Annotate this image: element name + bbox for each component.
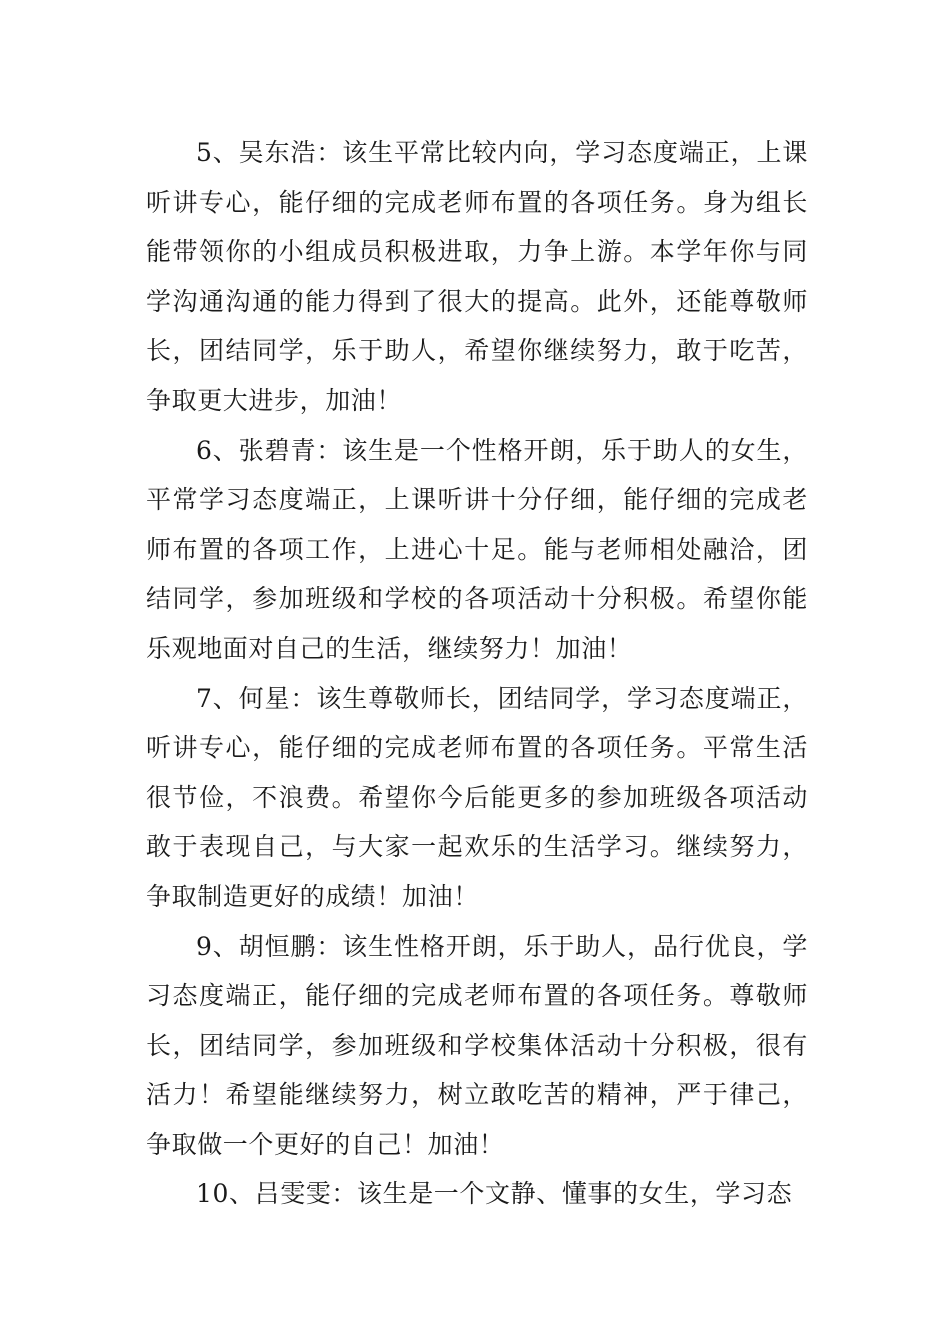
comment-paragraph-hu-hengpeng: 9、胡恒鹏：该生性格开朗，乐于助人，品行优良，学习态度端正，能仔细的完成老师布置的各项任务。尊敬师长，团结同学，参加班级和学校集体活动十分积极，很有活力！希望能继续努力，树立敢吃苦的精神，严于律己，争取做一个更好的自己！加油！ bbox=[146, 931, 808, 1159]
comment-paragraph-he-xing: 7、何星：该生尊敬师长，团结同学，学习态度端正，听讲专心，能仔细的完成老师布置的各项任务。平常生活很节俭，不浪费。希望你今后能更多的参加班级各项活动敢于表现自己，与大家一起欢乐的生活学习。继续努力，争取制造更好的成绩！加油！ bbox=[146, 683, 808, 911]
comment-paragraph-wu-donghao: 5、吴东浩：该生平常比较内向，学习态度端正，上课听讲专心，能仔细的完成老师布置的各项任务。身为组长能带领你的小组成员积极进取，力争上游。本学年你与同学沟通沟通的能力得到了很大的提高。此外，还能尊敬师长，团结同学，乐于助人，希望你继续努力，敢于吃苦，争取更大进步，加油！ bbox=[146, 138, 808, 415]
comment-paragraph-zhang-biqing: 6、张碧青：该生是一个性格开朗，乐于助人的女生，平常学习态度端正，上课听讲十分仔细，能仔细的完成老师布置的各项工作，上进心十足。能与老师相处融洽，团结同学，参加班级和学校的各项活动十分积极。希望你能乐观地面对自己的生活，继续努力！加油！ bbox=[146, 435, 808, 663]
document-body bbox=[146, 128, 808, 1219]
comment-paragraph-lv-wenwen: 10、吕雯雯：该生是一个文静、懂事的女生，学习态 bbox=[196, 1179, 793, 1209]
